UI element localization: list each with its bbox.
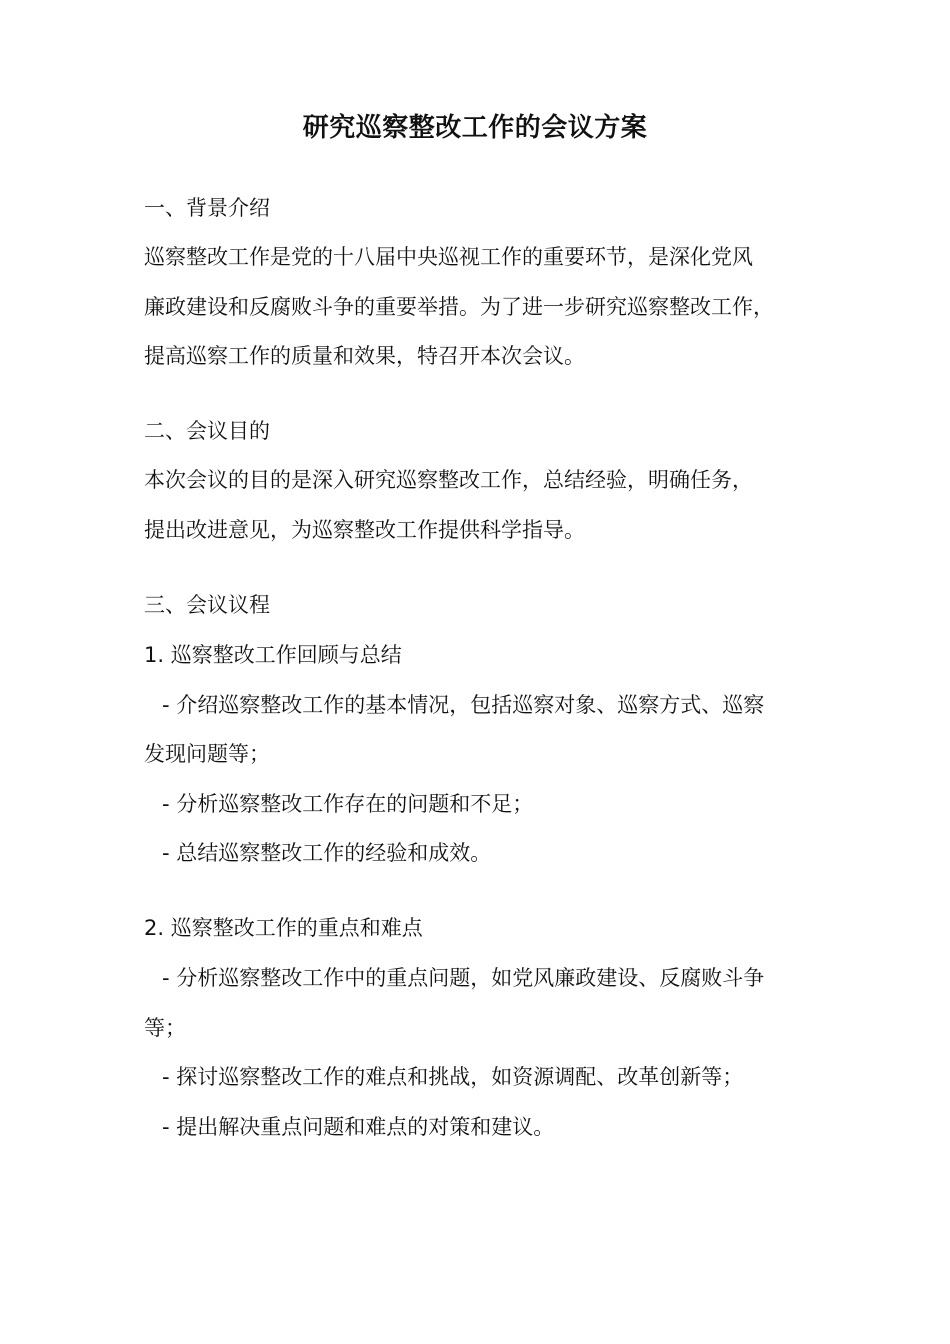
paragraph-line: 巡察整改工作是党的十八届中央巡视工作的重要环节，是深化党风: [144, 245, 753, 269]
section-heading-agenda: 三、会议议程: [144, 593, 270, 617]
section-heading-background: 一、背景介绍: [144, 196, 270, 220]
agenda-bullet-line: - 分析巡察整改工作中的重点问题，如党风廉政建设、反腐败斗争: [162, 966, 765, 990]
agenda-bullet-line: - 总结巡察整改工作的经验和成效。: [162, 841, 492, 865]
agenda-bullet-line: - 提出解决重点问题和难点的对策和建议。: [162, 1115, 555, 1139]
document-title: 研究巡察整改工作的会议方案: [302, 113, 648, 143]
paragraph-line: 廉政建设和反腐败斗争的重要举措。为了进一步研究巡察整改工作，: [144, 295, 774, 319]
section-heading-purpose: 二、会议目的: [144, 419, 270, 443]
paragraph-line: 本次会议的目的是深入研究巡察整改工作，总结经验，明确任务，: [144, 468, 753, 492]
agenda-bullet-line: - 介绍巡察整改工作的基本情况，包括巡察对象、巡察方式、巡察: [162, 693, 765, 717]
agenda-bullet-continuation: 发现问题等；: [144, 742, 270, 766]
paragraph-line: 提出改进意见，为巡察整改工作提供科学指导。: [144, 518, 585, 542]
paragraph-line: 提高巡察工作的质量和效果，特召开本次会议。: [144, 344, 585, 368]
agenda-bullet-continuation: 等；: [144, 1016, 186, 1040]
agenda-bullet-line: - 探讨巡察整改工作的难点和挑战，如资源调配、改革创新等；: [162, 1065, 744, 1089]
agenda-item-label: 2. 巡察整改工作的重点和难点: [144, 916, 423, 940]
agenda-bullet-line: - 分析巡察整改工作存在的问题和不足；: [162, 792, 534, 816]
agenda-item-label: 1. 巡察整改工作回顾与总结: [144, 643, 402, 667]
